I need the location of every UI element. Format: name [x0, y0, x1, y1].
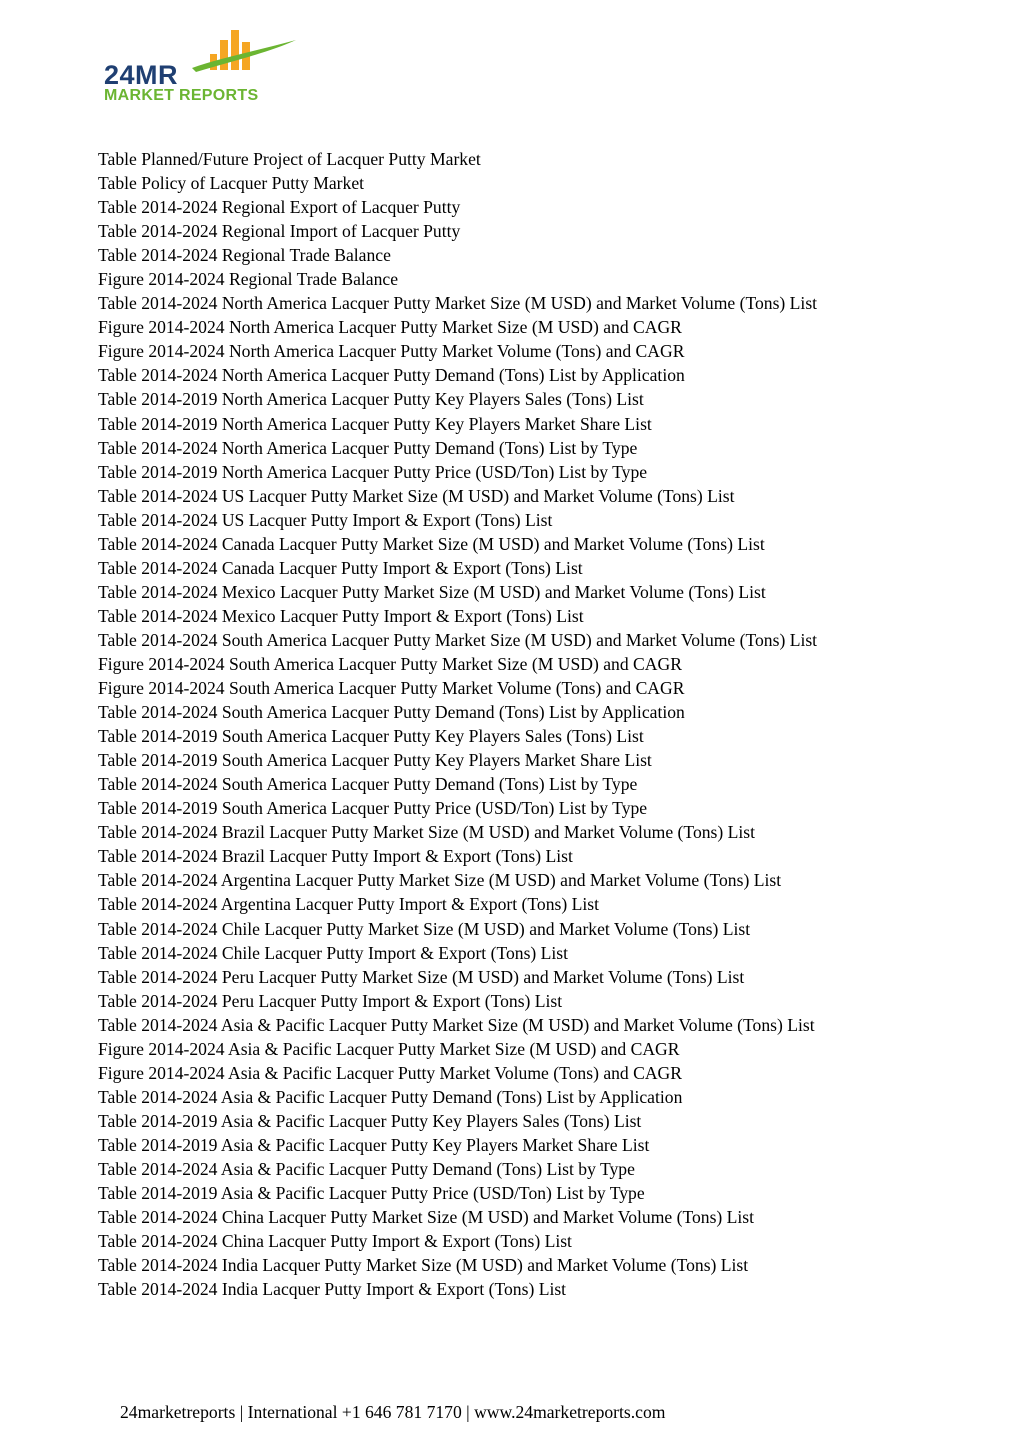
list-item: Table 2014-2024 Asia & Pacific Lacquer Putty Market Size (M USD) and Market Volume (Tons) List — [98, 1014, 815, 1035]
list-item: Figure 2014-2024 North America Lacquer Putty Market Size (M USD) and CAGR — [98, 317, 682, 338]
list-item: Table 2014-2024 North America Lacquer Putty Demand (Tons) List by Type — [98, 437, 638, 458]
list-item: Table 2014-2024 Mexico Lacquer Putty Market Size (M USD) and Market Volume (Tons) List — [98, 581, 766, 602]
list-item: Table 2014-2024 US Lacquer Putty Market Size (M USD) and Market Volume (Tons) List — [98, 485, 735, 506]
list-item: Table 2014-2024 China Lacquer Putty Market Size (M USD) and Market Volume (Tons) List — [98, 1207, 755, 1228]
list-item: Table 2014-2024 Argentina Lacquer Putty Market Size (M USD) and Market Volume (Tons) List — [98, 870, 782, 891]
list-item: Table 2014-2024 Argentina Lacquer Putty Import & Export (Tons) List — [98, 894, 599, 915]
list-item: Table Planned/Future Project of Lacquer Putty Market — [98, 149, 481, 169]
list-item: Table 2014-2019 North America Lacquer Putty Key Players Sales (Tons) List — [98, 389, 644, 410]
list-item: Figure 2014-2024 South America Lacquer Putty Market Volume (Tons) and CAGR — [98, 678, 685, 699]
list-item: Table 2014-2024 Asia & Pacific Lacquer Putty Demand (Tons) List by Application — [98, 1086, 683, 1107]
list-item: Figure 2014-2024 Asia & Pacific Lacquer Putty Market Size (M USD) and CAGR — [98, 1038, 680, 1059]
list-item: Table 2014-2024 Canada Lacquer Putty Import & Export (Tons) List — [98, 557, 583, 578]
list-item: Table 2014-2024 China Lacquer Putty Import & Export (Tons) List — [98, 1231, 572, 1252]
list-item: Table 2014-2019 South America Lacquer Putty Price (USD/Ton) List by Type — [98, 798, 648, 819]
list-item: Table 2014-2024 Mexico Lacquer Putty Import & Export (Tons) List — [98, 605, 584, 626]
list-item: Table 2014-2024 Peru Lacquer Putty Market Size (M USD) and Market Volume (Tons) List — [98, 966, 745, 987]
list-item: Table 2014-2024 Chile Lacquer Putty Market Size (M USD) and Market Volume (Tons) List — [98, 918, 751, 939]
list-item: Table 2014-2019 North America Lacquer Putty Price (USD/Ton) List by Type — [98, 461, 648, 482]
list-item: Table 2014-2024 Peru Lacquer Putty Import & Export (Tons) List — [98, 990, 563, 1011]
list-item: Table 2014-2024 North America Lacquer Putty Demand (Tons) List by Application — [98, 365, 685, 386]
list-item: Figure 2014-2024 North America Lacquer Putty Market Volume (Tons) and CAGR — [98, 341, 685, 362]
list-item: Table 2014-2019 South America Lacquer Putty Key Players Sales (Tons) List — [98, 726, 644, 747]
list-item: Table Policy of Lacquer Putty Market — [98, 173, 365, 194]
list-item: Table 2014-2024 Regional Trade Balance — [98, 245, 391, 266]
list-item: Table 2014-2024 Regional Export of Lacquer Putty — [98, 197, 461, 218]
list-item: Table 2014-2019 Asia & Pacific Lacquer Putty Key Players Sales (Tons) List — [98, 1110, 642, 1131]
company-logo — [100, 28, 310, 108]
list-item: Table 2014-2024 Asia & Pacific Lacquer Putty Demand (Tons) List by Type — [98, 1158, 635, 1179]
list-item: Table 2014-2019 North America Lacquer Putty Key Players Market Share List — [98, 413, 652, 434]
list-item: Figure 2014-2024 Regional Trade Balance — [98, 269, 399, 290]
list-item: Table 2014-2019 Asia & Pacific Lacquer Putty Price (USD/Ton) List by Type — [98, 1183, 645, 1204]
list-item: Table 2014-2024 Chile Lacquer Putty Import & Export (Tons) List — [98, 942, 569, 963]
list-item: Table 2014-2019 South America Lacquer Putty Key Players Market Share List — [98, 750, 652, 771]
list-item: Table 2014-2024 Brazil Lacquer Putty Import & Export (Tons) List — [98, 846, 573, 867]
list-item: Table 2014-2024 South America Lacquer Putty Demand (Tons) List by Application — [98, 702, 685, 723]
list-item: Table 2014-2024 India Lacquer Putty Import & Export (Tons) List — [98, 1279, 567, 1300]
page-footer: 24marketreports | International +1 646 781 7170 | www.24marketreports.com — [120, 1402, 666, 1422]
list-item: Table 2014-2019 Asia & Pacific Lacquer Putty Key Players Market Share List — [98, 1134, 650, 1155]
list-item: Figure 2014-2024 South America Lacquer Putty Market Size (M USD) and CAGR — [98, 653, 682, 674]
list-item: Table 2014-2024 Regional Import of Lacquer Putty — [98, 221, 461, 242]
list-item: Table 2014-2024 Canada Lacquer Putty Market Size (M USD) and Market Volume (Tons) List — [98, 533, 765, 554]
list-item: Table 2014-2024 South America Lacquer Putty Demand (Tons) List by Type — [98, 774, 638, 795]
list-item: Table 2014-2024 South America Lacquer Putty Market Size (M USD) and Market Volume (Tons) List — [98, 629, 818, 650]
table-of-contents-list — [98, 147, 817, 1301]
list-item: Table 2014-2024 North America Lacquer Putty Market Size (M USD) and Market Volume (Tons) List — [98, 293, 818, 314]
logo-main-text: 24MR — [104, 60, 179, 90]
list-item: Table 2014-2024 Brazil Lacquer Putty Market Size (M USD) and Market Volume (Tons) List — [98, 822, 756, 843]
list-item: Table 2014-2024 India Lacquer Putty Market Size (M USD) and Market Volume (Tons) List — [98, 1255, 749, 1276]
list-item: Table 2014-2024 US Lacquer Putty Import & Export (Tons) List — [98, 509, 553, 530]
list-item: Figure 2014-2024 Asia & Pacific Lacquer Putty Market Volume (Tons) and CAGR — [98, 1062, 683, 1083]
logo-sub-text: MARKET REPORTS — [104, 87, 259, 104]
